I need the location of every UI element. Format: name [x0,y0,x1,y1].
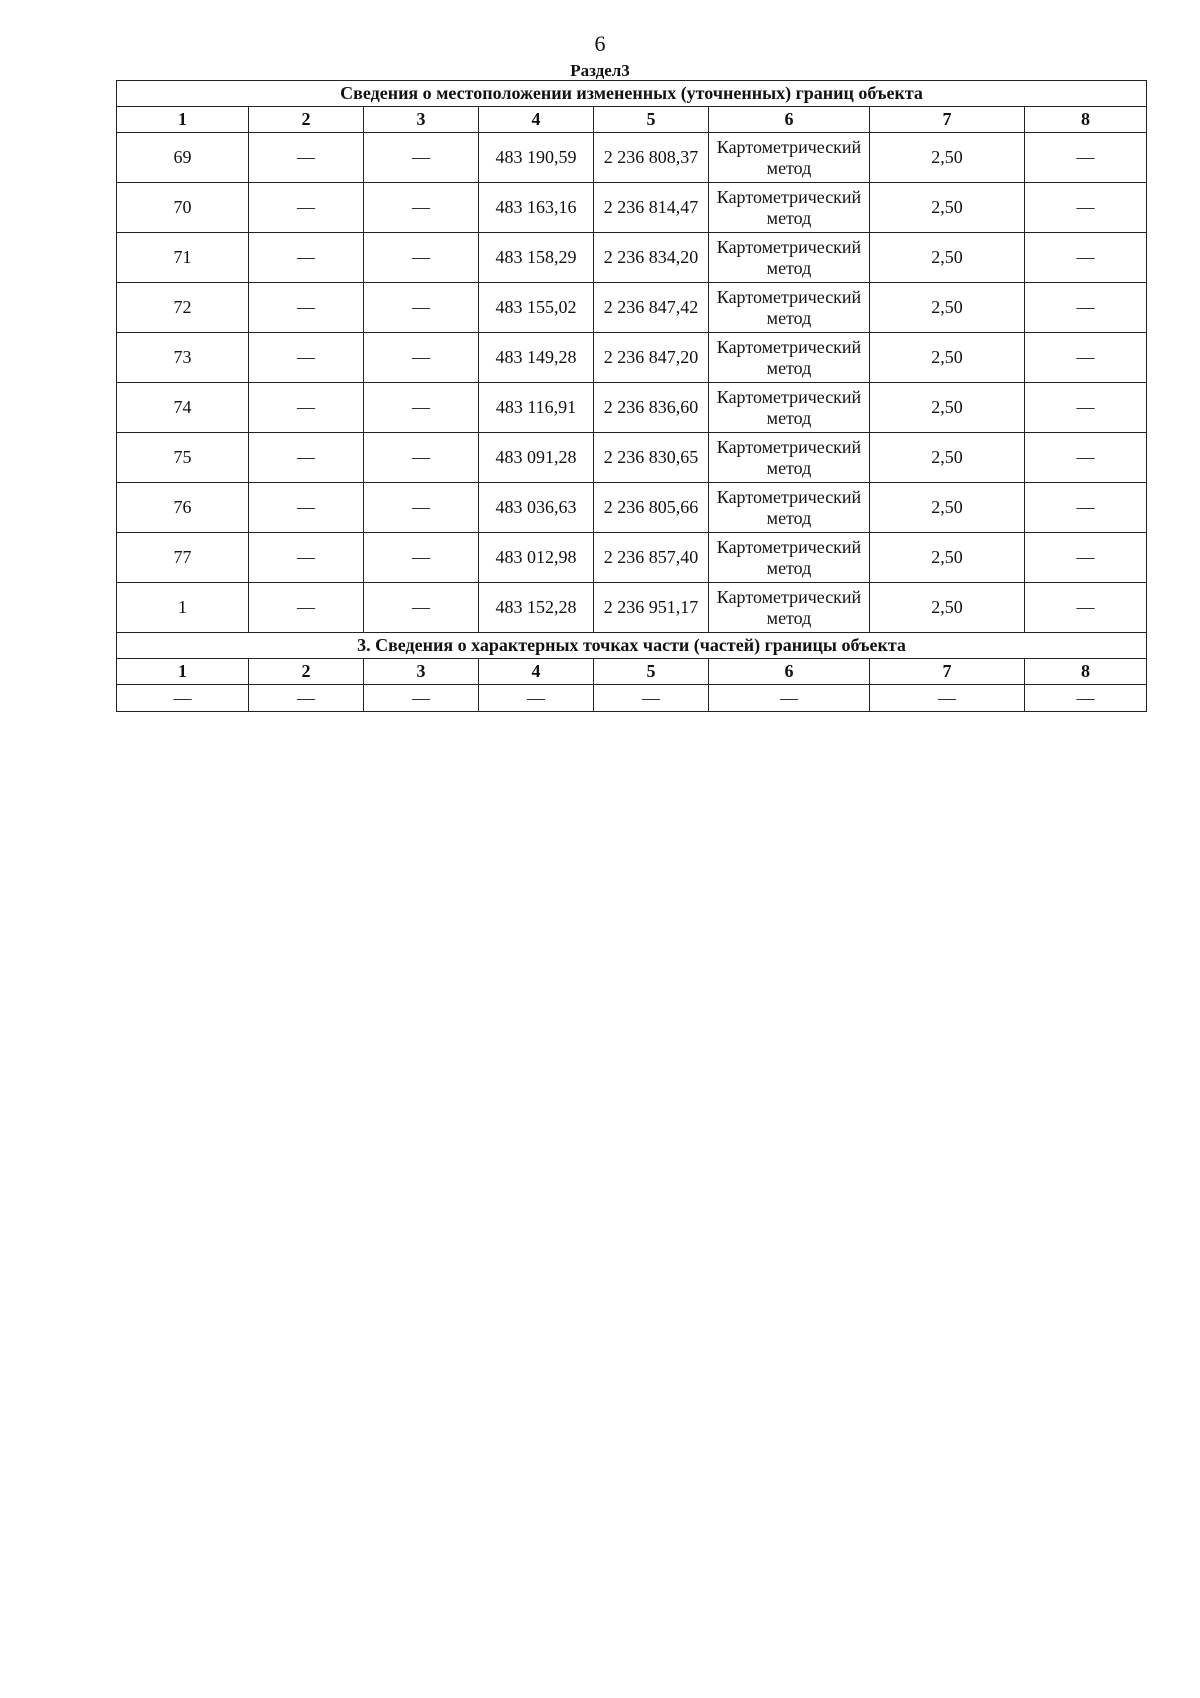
table1-table-cell: 483 091,28 [479,433,594,483]
table1-table-cell: 2 236 808,37 [594,133,709,183]
table1-table-cell: — [249,133,364,183]
table1-caption-row [117,81,1147,107]
table1-table-row [117,233,1147,283]
table2-column-header: 4 [479,659,594,685]
table2-column-header: 1 [117,659,249,685]
table1-table-cell: 70 [117,183,249,233]
table2-table-cell: — [870,685,1025,712]
table1-table-cell: — [364,383,479,433]
table1-table-cell: Картометрический метод [709,433,870,483]
table1-table-cell: — [249,333,364,383]
table1-table-cell: 483 158,29 [479,233,594,283]
table1-column-header: 2 [249,107,364,133]
table2-table-cell: — [479,685,594,712]
table1-table-cell: — [364,533,479,583]
table1-column-header: 6 [709,107,870,133]
table1-table-cell: 72 [117,283,249,333]
table1-table-cell: 483 152,28 [479,583,594,633]
table1-table-row [117,133,1147,183]
table1-header-row [117,107,1147,133]
table1-table-cell: Картометрический метод [709,283,870,333]
table1-table-cell: Картометрический метод [709,533,870,583]
table1-table-cell: — [1025,583,1147,633]
table1-table-cell: — [1025,133,1147,183]
table1-table-cell: 2,50 [870,133,1025,183]
table1-table-cell: 2,50 [870,533,1025,583]
table1-table-cell: 2,50 [870,483,1025,533]
table1-table-cell: 71 [117,233,249,283]
table1-table-cell: — [249,383,364,433]
table1-table-cell: 2 236 847,20 [594,333,709,383]
table1-table-cell: 2 236 857,40 [594,533,709,583]
table2-column-header: 7 [870,659,1025,685]
table1-table-cell: — [364,583,479,633]
table1-table-cell: 483 163,16 [479,183,594,233]
table1-table-cell: — [249,483,364,533]
table1-table-cell: — [364,133,479,183]
table1-table-cell: 483 155,02 [479,283,594,333]
table1-table-cell: — [249,183,364,233]
table1-table-cell: 2,50 [870,583,1025,633]
table1-table-cell: 2,50 [870,433,1025,483]
table2-table-cell: — [709,685,870,712]
table1-column-header: 8 [1025,107,1147,133]
table1-column-header: 7 [870,107,1025,133]
table1-table-cell: 77 [117,533,249,583]
section-title: Раздел3 [570,61,630,80]
boundary-table-body [117,81,1147,712]
table1-table-row [117,583,1147,633]
table2-caption-row [117,633,1147,659]
boundary-table [116,80,1147,712]
table1-table-cell: 75 [117,433,249,483]
table1-table-cell: 483 190,59 [479,133,594,183]
table1-table-cell: — [364,233,479,283]
table1-caption: Сведения о местоположении измененных (уточненных) границ объекта [117,81,1147,107]
table1-table-cell: 69 [117,133,249,183]
table1-table-cell: 2,50 [870,233,1025,283]
table1-column-header: 3 [364,107,479,133]
table1-table-cell: Картометрический метод [709,133,870,183]
table1-table-cell: — [1025,283,1147,333]
table1-table-cell: 2 236 847,42 [594,283,709,333]
table1-table-row [117,283,1147,333]
table2-table-row [117,685,1147,712]
table1-table-cell: — [1025,183,1147,233]
table1-table-cell: Картометрический метод [709,333,870,383]
table1-table-cell: 483 036,63 [479,483,594,533]
table1-table-cell: — [364,433,479,483]
table1-table-row [117,183,1147,233]
table1-table-cell: 483 149,28 [479,333,594,383]
table1-table-cell: — [249,583,364,633]
table1-table-cell: — [249,533,364,583]
table1-table-cell: — [249,233,364,283]
table1-table-cell: 2 236 805,66 [594,483,709,533]
table1-table-cell: — [249,283,364,333]
table1-table-cell: — [364,483,479,533]
table2-column-header: 6 [709,659,870,685]
table2-header-row [117,659,1147,685]
table1-table-cell: 483 012,98 [479,533,594,583]
table1-table-cell: Картометрический метод [709,233,870,283]
table1-table-cell: — [364,333,479,383]
table1-table-cell: — [1025,383,1147,433]
table1-table-cell: 2,50 [870,383,1025,433]
table1-column-header: 4 [479,107,594,133]
table1-table-cell: 2,50 [870,283,1025,333]
table2-column-header: 8 [1025,659,1147,685]
table1-table-cell: Картометрический метод [709,483,870,533]
page-number: 6 [594,31,606,56]
table1-column-header: 5 [594,107,709,133]
table1-table-row [117,533,1147,583]
table2-table-cell: — [1025,685,1147,712]
table1-table-cell: 483 116,91 [479,383,594,433]
table1-table-cell: 2 236 951,17 [594,583,709,633]
table1-table-cell: — [1025,533,1147,583]
table1-table-cell: 76 [117,483,249,533]
table1-table-cell: Картометрический метод [709,583,870,633]
table1-table-cell: 2,50 [870,183,1025,233]
table1-table-cell: 2 236 814,47 [594,183,709,233]
table1-table-cell: — [1025,333,1147,383]
table2-column-header: 3 [364,659,479,685]
table1-table-row [117,333,1147,383]
table2-table-cell: — [364,685,479,712]
table2-table-cell: — [117,685,249,712]
table1-table-cell: 2 236 836,60 [594,383,709,433]
table2-table-cell: — [594,685,709,712]
table1-table-cell: 1 [117,583,249,633]
table1-table-cell: 2,50 [870,333,1025,383]
table1-table-row [117,383,1147,433]
table1-table-cell: — [1025,433,1147,483]
table1-table-row [117,433,1147,483]
table2-column-header: 5 [594,659,709,685]
table1-table-cell: 2 236 834,20 [594,233,709,283]
table1-table-cell: — [249,433,364,483]
table1-table-row [117,483,1147,533]
table1-table-cell: 2 236 830,65 [594,433,709,483]
table1-table-cell: — [364,183,479,233]
table1-column-header: 1 [117,107,249,133]
table1-table-cell: 73 [117,333,249,383]
table1-table-cell: Картометрический метод [709,183,870,233]
table1-table-cell: 74 [117,383,249,433]
table2-table-cell: — [249,685,364,712]
table2-caption: 3. Сведения о характерных точках части (частей) границы объекта [117,633,1147,659]
table2-column-header: 2 [249,659,364,685]
table1-table-cell: — [1025,233,1147,283]
table1-table-cell: Картометрический метод [709,383,870,433]
table1-table-cell: — [364,283,479,333]
table1-table-cell: — [1025,483,1147,533]
